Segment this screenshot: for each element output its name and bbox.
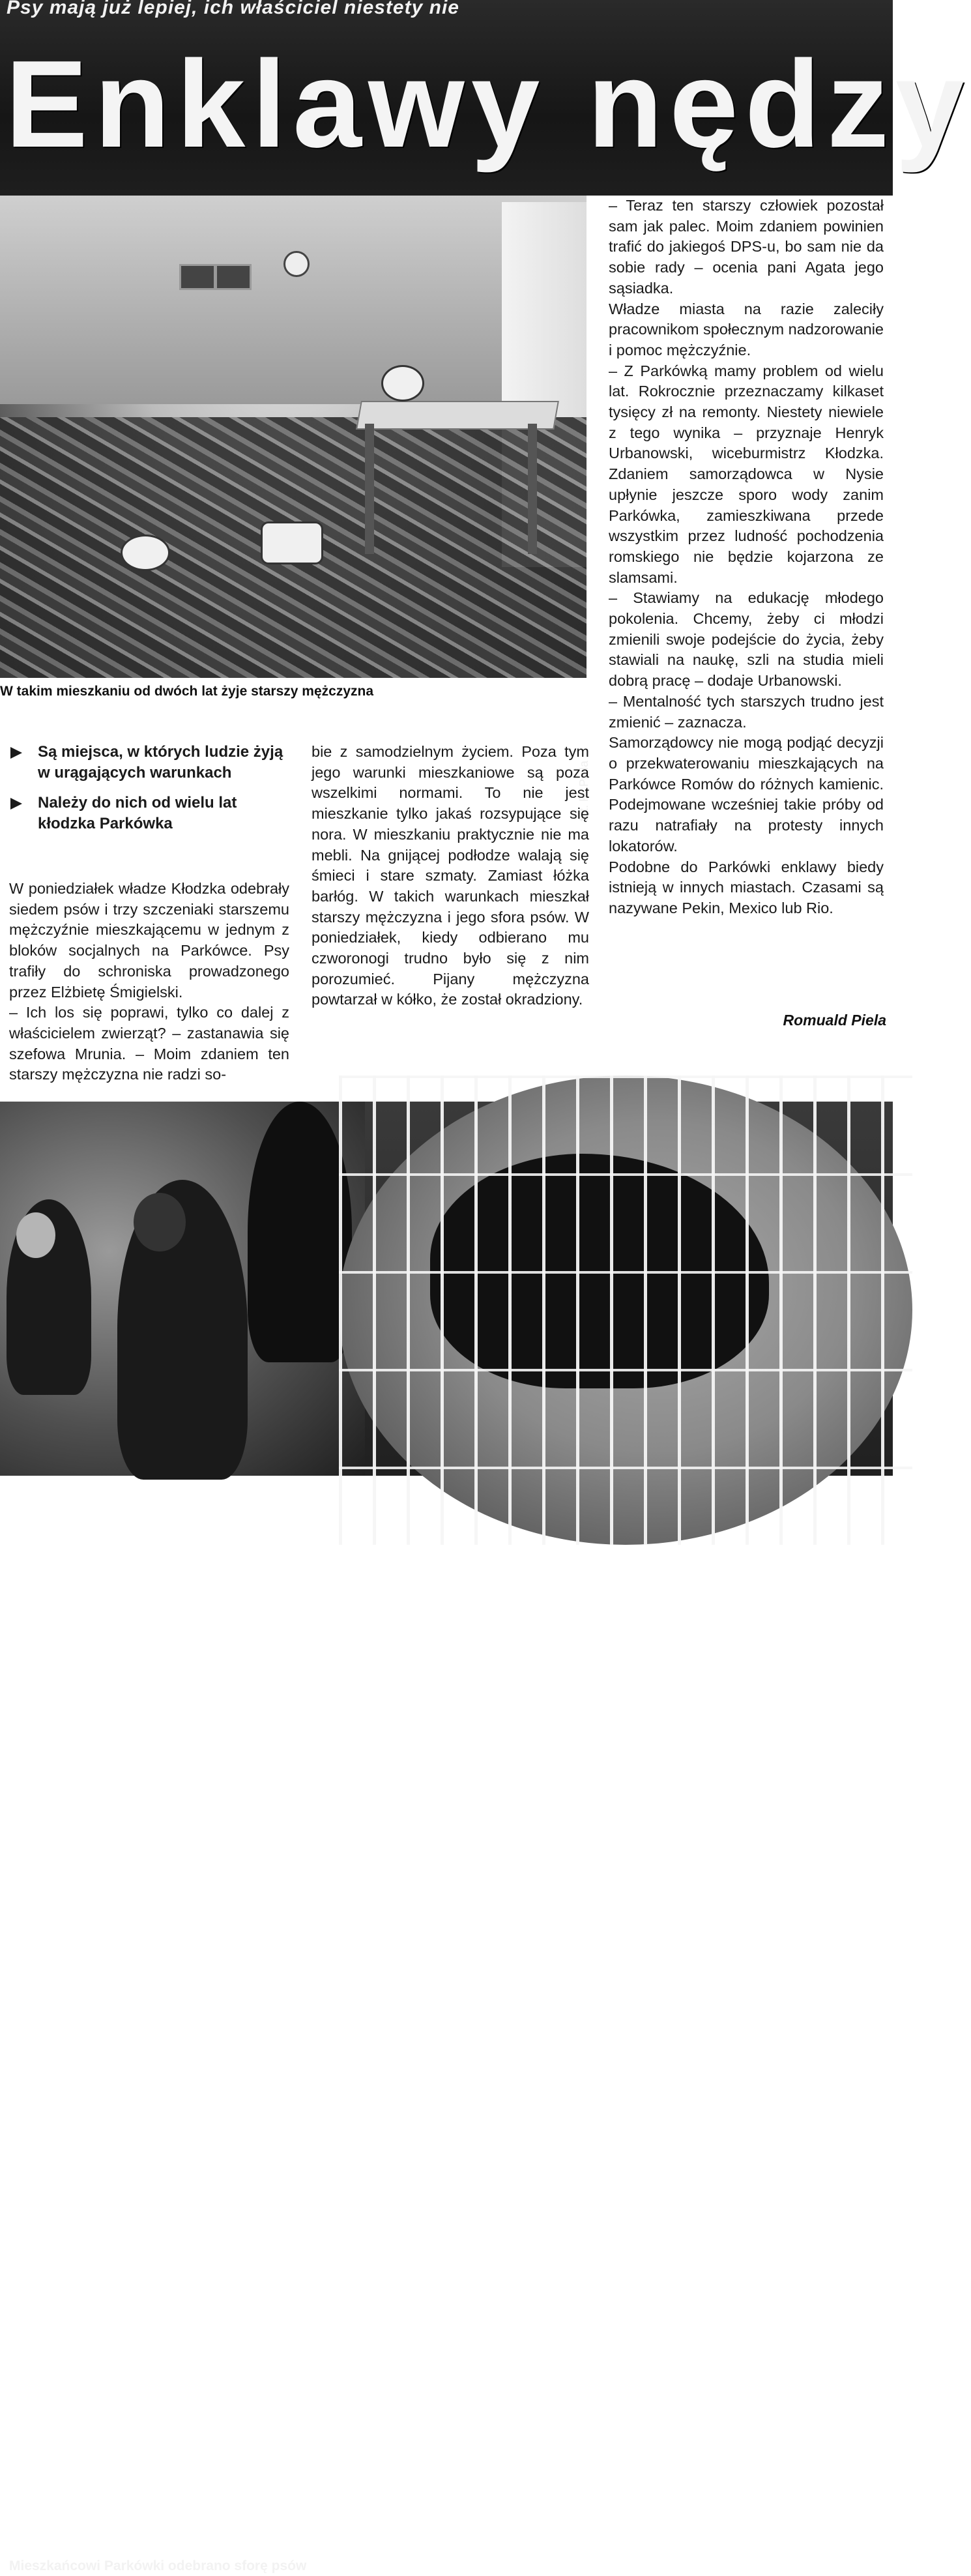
photo-person (248, 1102, 352, 1362)
article-header (0, 0, 971, 196)
photo-cage-bars (339, 1076, 912, 1545)
photo-caption: Mieszkańcowi Parkówki odebrano sforę psów (9, 2558, 307, 2573)
paragraph: Podobne do Parkówki enklawy biedy istnieją w innych miastach. Czasami są nazywane Pekin, Mexico lub Rio. (609, 858, 884, 916)
lead-bullet (9, 742, 289, 783)
paragraph: – Mentalność tych starszych trudno jest zmienić – zaznacza. (609, 692, 884, 731)
paragraph: W poniedziałek władze Kłodzka odebrały siedem psów i trzy szczeniaki starszemu mężczyźnie mieszkającemu w jednym z bloków socjalnych na Parkówce. Psy trafiły do schroniska prowadzonego przez Elżbietę Śmigielski. (9, 880, 289, 1001)
paragraph: Władze miasta na razie zaleciły pracownikom społecznym nadzorowanie i pomoc mężczyźnie. (609, 300, 884, 359)
lead-bullet-text: Są miejsca, w których ludzie żyją w urągających warunkach (38, 743, 283, 782)
paragraph: – Z Parkówką mamy problem od wielu lat. Rokrocznie przeznaczamy kilkaset tysięcy zł na remonty. Niestety niewiele z tego wynika – przyznaje Henryk Urbanowski, wiceburmistrz Kłodzka. Zdaniem samorządowca w Nysie upłynie jeszcze sporo wody zanim Parkówka, zamieszkiwana przede wszystkim przez ludność pochodzenia romskiego nie będzie kojarzona ze slamsami. (609, 362, 884, 586)
bullet-triangle-icon (10, 747, 22, 759)
headline: Enklawy nędzy (5, 35, 971, 173)
paragraph: – Teraz ten starszy człowiek pozostał sam jak palec. Moim zdaniem powinien trafić do jakiegoś DPS-u, bo sam nie da sobie rady – ocenia pani Agata jego sąsiadka. (609, 197, 884, 297)
kicker: Psy mają już lepiej, ich właściciel niestety nie (7, 0, 459, 18)
photo-pot (121, 534, 170, 571)
photo-table-leg (365, 424, 374, 554)
photo-people-scene (0, 1102, 365, 1476)
photo-dogs-cage (0, 1102, 893, 2573)
paragraph: – Stawiamy na edukację młodego pokolenia. Chcemy, żeby ci młodzi zmienili swoje podejście do życia, żeby stawiali na naukę, szli na studia mieli dobrą pracę – dodaje Urbanowski. (609, 589, 884, 690)
photo-person-head (134, 1193, 186, 1251)
byline: Romuald Piela (783, 1012, 886, 1029)
photo-box (261, 521, 323, 564)
photo-clock (283, 251, 310, 277)
paragraph: bie z samodzielnym życiem. Poza tym jego warunki mieszkaniowe są poza wszelkimi normami. To nie jest mieszkanie tylko jakaś rozsypujące się nora. W mieszkaniu praktycznie nie ma mebli. Na gnijącej podłodze walają się śmieci i stare szmaty. Zamiast łóżka barłóg. W takich warunkach mieszkał starszy mężczyzna i jego sfora psów. W poniedziałek, kiedy odbierano mu czworonogi trudno było się z nim porozumieć. Pijany mężczyzna powtarzał w kółko, że został okradziony. (312, 743, 589, 1008)
paragraph: – Ich los się poprawi, tylko co dalej z właścicielem zwierząt? – zastanawia się szefowa Mrunia. – Moim zdaniem ten starszy mężczyzna nie radzi so- (9, 1004, 289, 1083)
photo-frame (179, 264, 216, 290)
bullet-triangle-icon (10, 798, 22, 810)
paragraph: Samorządowcy nie mogą podjąć decyzji o przekwaterowaniu mieszkających na Parkówce Romów do różnych kamienic. Podejmowane wcześniej takie próby od razu natrafiały na protesty innych lokatorów. (609, 734, 884, 855)
photo-wall (0, 196, 587, 404)
photo-frame (215, 264, 252, 290)
lead-bullet (9, 793, 289, 834)
lead-bullets (9, 742, 289, 843)
photo-table-leg (528, 424, 537, 554)
article-column-middle (312, 742, 589, 1010)
photo-pot (381, 365, 424, 402)
photo-caption: W takim mieszkaniu od dwóch lat żyje starszy mężczyzna (0, 684, 374, 699)
article-column-right (609, 196, 884, 919)
photo-credit: fot. R. Piela (577, 760, 590, 821)
article-column-left (9, 879, 289, 1085)
lead-bullet-text: Należy do nich od wielu lat kłodzka Parkówka (38, 794, 237, 832)
photo-cage (339, 1076, 912, 1545)
photo-person-head (16, 1212, 55, 1258)
